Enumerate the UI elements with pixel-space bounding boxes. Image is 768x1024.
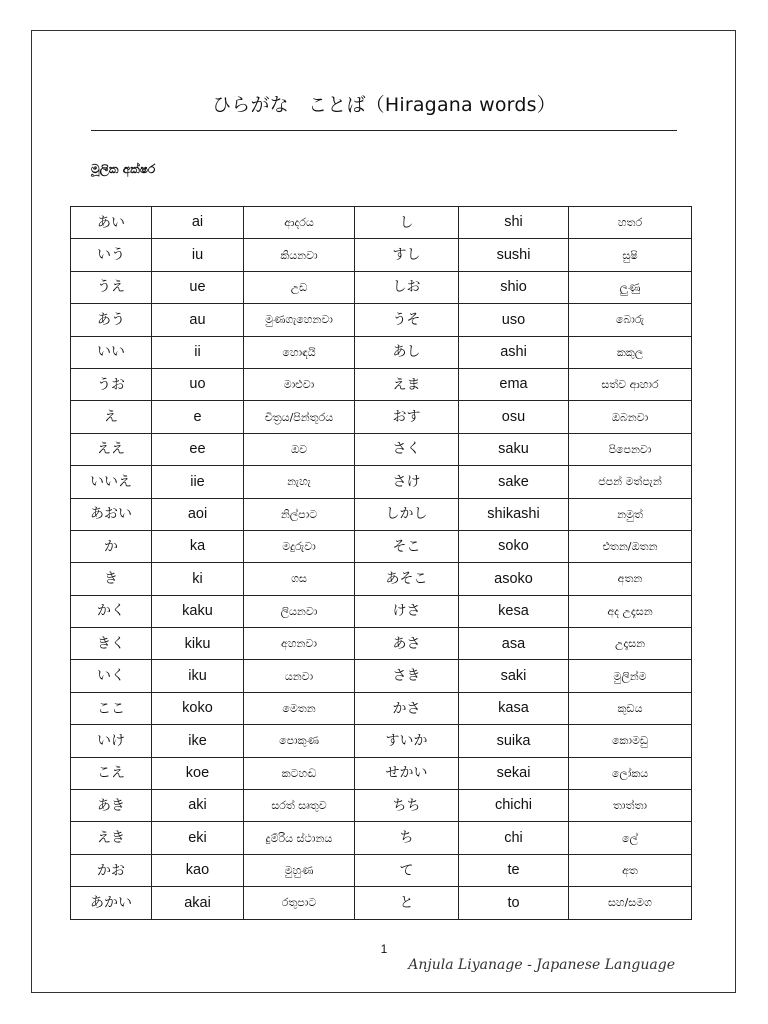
meaning-cell: කියනවා bbox=[244, 239, 355, 271]
meaning-cell: එතන/ඔතන bbox=[569, 530, 692, 562]
table-row bbox=[71, 563, 692, 595]
romaji-cell: ki bbox=[152, 563, 244, 595]
romaji-cell: kaku bbox=[152, 595, 244, 627]
kana-cell: うお bbox=[71, 368, 152, 400]
kana-cell: かお bbox=[71, 854, 152, 886]
romaji-cell: aki bbox=[152, 790, 244, 822]
meaning-cell: බොරු bbox=[569, 304, 692, 336]
meaning-cell: මුණගැහෙනවා bbox=[244, 304, 355, 336]
meaning-cell: මෙතන bbox=[244, 692, 355, 724]
romaji-cell: te bbox=[459, 854, 569, 886]
kana-cell: しかし bbox=[355, 498, 459, 530]
table-row bbox=[71, 368, 692, 400]
romaji-cell: akai bbox=[152, 887, 244, 919]
table-row bbox=[71, 692, 692, 724]
romaji-cell: e bbox=[152, 401, 244, 433]
kana-cell: さき bbox=[355, 660, 459, 692]
kana-cell: て bbox=[355, 854, 459, 886]
romaji-cell: kao bbox=[152, 854, 244, 886]
meaning-cell: හතර bbox=[569, 207, 692, 239]
table-row bbox=[71, 336, 692, 368]
table-row bbox=[71, 433, 692, 465]
romaji-cell: sushi bbox=[459, 239, 569, 271]
meaning-cell: කකුල bbox=[569, 336, 692, 368]
kana-cell: し bbox=[355, 207, 459, 239]
romaji-cell: suika bbox=[459, 725, 569, 757]
table-row bbox=[71, 660, 692, 692]
meaning-cell: නැහැ bbox=[244, 466, 355, 498]
table-row bbox=[71, 304, 692, 336]
meaning-cell: අද උදෑසන bbox=[569, 595, 692, 627]
romaji-cell: aoi bbox=[152, 498, 244, 530]
table-row bbox=[71, 725, 692, 757]
table-row bbox=[71, 628, 692, 660]
section-heading: මූලික අක්ෂර bbox=[91, 162, 156, 176]
table-row bbox=[71, 530, 692, 562]
kana-cell: いい bbox=[71, 336, 152, 368]
romaji-cell: ue bbox=[152, 271, 244, 303]
meaning-cell: ආදරය bbox=[244, 207, 355, 239]
kana-cell: すし bbox=[355, 239, 459, 271]
kana-cell: うえ bbox=[71, 271, 152, 303]
romaji-cell: chichi bbox=[459, 790, 569, 822]
title-divider bbox=[91, 130, 677, 131]
romaji-cell: shi bbox=[459, 207, 569, 239]
kana-cell: いう bbox=[71, 239, 152, 271]
kana-cell: と bbox=[355, 887, 459, 919]
romaji-cell: ike bbox=[152, 725, 244, 757]
kana-cell: しお bbox=[355, 271, 459, 303]
kana-cell: ち bbox=[355, 822, 459, 854]
kana-cell: いいえ bbox=[71, 466, 152, 498]
page-number: 1 bbox=[380, 942, 388, 956]
table-row bbox=[71, 887, 692, 919]
table-row bbox=[71, 822, 692, 854]
meaning-cell: ලේ bbox=[569, 822, 692, 854]
meaning-cell: සහ/සමග bbox=[569, 887, 692, 919]
kana-cell: さく bbox=[355, 433, 459, 465]
romaji-cell: sekai bbox=[459, 757, 569, 789]
kana-cell: あさ bbox=[355, 628, 459, 660]
meaning-cell: සරත් සෘතුව bbox=[244, 790, 355, 822]
romaji-cell: ema bbox=[459, 368, 569, 400]
meaning-cell: ලියනවා bbox=[244, 595, 355, 627]
table-row bbox=[71, 466, 692, 498]
meaning-cell: හොඳයි bbox=[244, 336, 355, 368]
meaning-cell: ලුණු bbox=[569, 271, 692, 303]
romaji-cell: osu bbox=[459, 401, 569, 433]
kana-cell: すいか bbox=[355, 725, 459, 757]
kana-cell: さけ bbox=[355, 466, 459, 498]
romaji-cell: eki bbox=[152, 822, 244, 854]
romaji-cell: saki bbox=[459, 660, 569, 692]
kana-cell: ええ bbox=[71, 433, 152, 465]
kana-cell: きく bbox=[71, 628, 152, 660]
meaning-cell: මදුරුවා bbox=[244, 530, 355, 562]
page-title: ひらがな ことば（Hiragana words） bbox=[212, 94, 556, 116]
romaji-cell: asa bbox=[459, 628, 569, 660]
romaji-cell: kesa bbox=[459, 595, 569, 627]
kana-cell: いく bbox=[71, 660, 152, 692]
kana-cell: あおい bbox=[71, 498, 152, 530]
kana-cell: き bbox=[71, 563, 152, 595]
kana-cell: えき bbox=[71, 822, 152, 854]
meaning-cell: ඔව bbox=[244, 433, 355, 465]
romaji-cell: shikashi bbox=[459, 498, 569, 530]
kana-cell: せかい bbox=[355, 757, 459, 789]
romaji-cell: to bbox=[459, 887, 569, 919]
romaji-cell: saku bbox=[459, 433, 569, 465]
romaji-cell: au bbox=[152, 304, 244, 336]
meaning-cell: අත bbox=[569, 854, 692, 886]
meaning-cell: ලෝකය bbox=[569, 757, 692, 789]
meaning-cell: නමුත් bbox=[569, 498, 692, 530]
kana-cell: うそ bbox=[355, 304, 459, 336]
kana-cell: あう bbox=[71, 304, 152, 336]
meaning-cell: මාළුවා bbox=[244, 368, 355, 400]
table-row bbox=[71, 595, 692, 627]
kana-cell: けさ bbox=[355, 595, 459, 627]
kana-cell: こえ bbox=[71, 757, 152, 789]
romaji-cell: koe bbox=[152, 757, 244, 789]
vocabulary-table-body bbox=[71, 207, 692, 920]
meaning-cell: සුෂි bbox=[569, 239, 692, 271]
meaning-cell: යනවා bbox=[244, 660, 355, 692]
romaji-cell: ai bbox=[152, 207, 244, 239]
romaji-cell: shio bbox=[459, 271, 569, 303]
kana-cell: ここ bbox=[71, 692, 152, 724]
romaji-cell: asoko bbox=[459, 563, 569, 595]
romaji-cell: ashi bbox=[459, 336, 569, 368]
meaning-cell: මුලින්ම bbox=[569, 660, 692, 692]
kana-cell: かく bbox=[71, 595, 152, 627]
kana-cell: おす bbox=[355, 401, 459, 433]
meaning-cell: ඔබනවා bbox=[569, 401, 692, 433]
meaning-cell: අහනවා bbox=[244, 628, 355, 660]
meaning-cell: කුඩය bbox=[569, 692, 692, 724]
table-row bbox=[71, 207, 692, 239]
table-row bbox=[71, 854, 692, 886]
meaning-cell: රතුපාට bbox=[244, 887, 355, 919]
kana-cell: あい bbox=[71, 207, 152, 239]
meaning-cell: ගස bbox=[244, 563, 355, 595]
romaji-cell: soko bbox=[459, 530, 569, 562]
kana-cell: いけ bbox=[71, 725, 152, 757]
meaning-cell: තාත්තා bbox=[569, 790, 692, 822]
romaji-cell: iie bbox=[152, 466, 244, 498]
table-row bbox=[71, 271, 692, 303]
meaning-cell: පිපෙනවා bbox=[569, 433, 692, 465]
romaji-cell: iku bbox=[152, 660, 244, 692]
vocabulary-table bbox=[70, 206, 692, 920]
kana-cell: そこ bbox=[355, 530, 459, 562]
kana-cell: か bbox=[71, 530, 152, 562]
romaji-cell: ii bbox=[152, 336, 244, 368]
meaning-cell: මුහුණ bbox=[244, 854, 355, 886]
footer-credit: Anjula Liyanage - Japanese Language bbox=[408, 957, 675, 973]
kana-cell: えま bbox=[355, 368, 459, 400]
romaji-cell: chi bbox=[459, 822, 569, 854]
romaji-cell: kiku bbox=[152, 628, 244, 660]
kana-cell: ちち bbox=[355, 790, 459, 822]
meaning-cell: උඩ bbox=[244, 271, 355, 303]
meaning-cell: චිත්‍රය/පින්තූරය bbox=[244, 401, 355, 433]
meaning-cell: නිල්පාට bbox=[244, 498, 355, 530]
meaning-cell: කටහඬ bbox=[244, 757, 355, 789]
meaning-cell: පොකුණ bbox=[244, 725, 355, 757]
kana-cell: あし bbox=[355, 336, 459, 368]
kana-cell: あかい bbox=[71, 887, 152, 919]
romaji-cell: sake bbox=[459, 466, 569, 498]
table-row bbox=[71, 790, 692, 822]
meaning-cell: දුම්රිය ස්ථානය bbox=[244, 822, 355, 854]
romaji-cell: koko bbox=[152, 692, 244, 724]
meaning-cell: සත්ව ආහාර bbox=[569, 368, 692, 400]
romaji-cell: uso bbox=[459, 304, 569, 336]
kana-cell: あそこ bbox=[355, 563, 459, 595]
kana-cell: え bbox=[71, 401, 152, 433]
romaji-cell: ee bbox=[152, 433, 244, 465]
meaning-cell: කොමඩු bbox=[569, 725, 692, 757]
table-row bbox=[71, 401, 692, 433]
table-row bbox=[71, 757, 692, 789]
romaji-cell: kasa bbox=[459, 692, 569, 724]
meaning-cell: අතන bbox=[569, 563, 692, 595]
table-row bbox=[71, 239, 692, 271]
romaji-cell: ka bbox=[152, 530, 244, 562]
kana-cell: あき bbox=[71, 790, 152, 822]
table-row bbox=[71, 498, 692, 530]
romaji-cell: uo bbox=[152, 368, 244, 400]
meaning-cell: උදෑසන bbox=[569, 628, 692, 660]
kana-cell: かさ bbox=[355, 692, 459, 724]
romaji-cell: iu bbox=[152, 239, 244, 271]
meaning-cell: ජපන් මත්පැන් bbox=[569, 466, 692, 498]
